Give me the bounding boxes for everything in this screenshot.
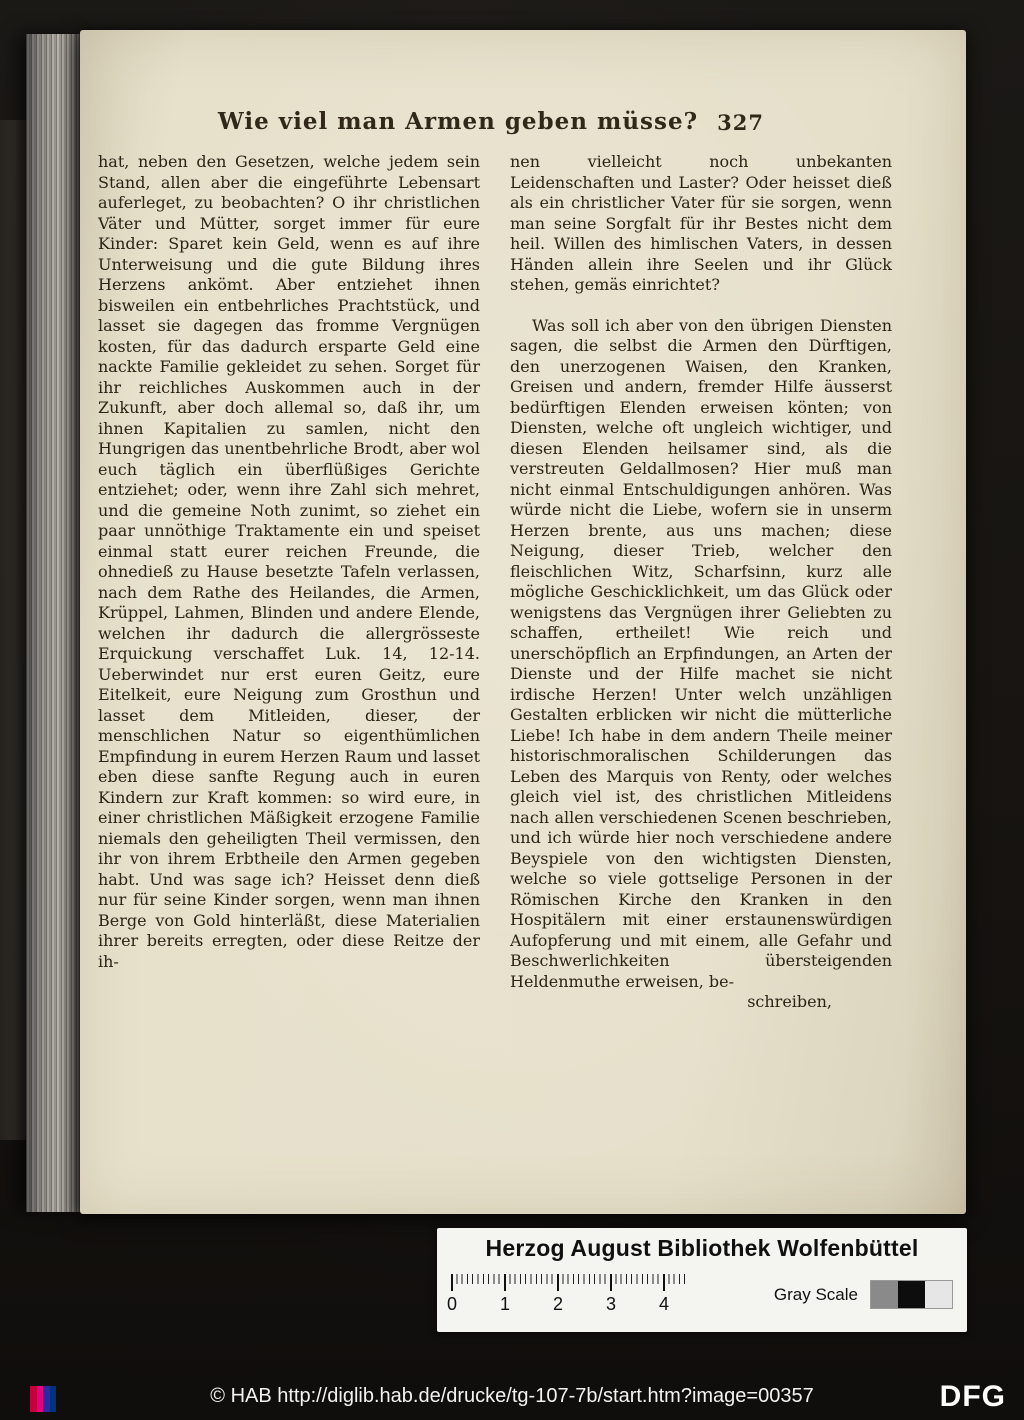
scale-ruler <box>446 1274 699 1320</box>
right-column-paragraph-1: nen vielleicht noch unbekanten Leidenschaften und Laster? Oder heisset dieß als ein christlicher Vater für sie sorgen, wenn man seine Sorgfalt für ihr Bestes nicht dem heil. Willen des himlischen Vaters, in dessen Händen allein ihre Seelen und ihr Glück stehen, gemäs einrichtet? <box>510 152 892 294</box>
library-label-card <box>437 1228 967 1332</box>
left-column-paragraph: hat, neben den Gesetzen, welche jedem sein Stand, allen aber die eingeführte Lebensart auferleget, zu beobachten? O ihr christlichen Väter und Mütter, sorget immer für eure Kinder: Sparet kein Geld, wenn es auf ihre Unterweisung und die gute Bildung ihres Herzens ankömt. Aber entziehet ihnen bisweilen ein entbehrliches Prachtstück, und lasset sie dagegen das fromme Vergnügen kosten, für das dadurch ersparte Geld eine nackte Familie gekleidet zu sehen. Sorget für ihr reichliches Auskommen auch in der Zukunft, aber doch allemal so, daß ihr, um ihnen Kapitalien zu samlen, nicht den Hungrigen das unentbehrliche Brodt, aber wol euch täglich ein überflüßiges Gerichte entziehet; oder, wenn ihre Zahl sich mehret, und die gemeine Noth zunimt, so ziehet ein paar unnöthige Traktamente ein und speiset einmal statt eurer reichen Freunde, die ohnedieß zu Hause besetzte Tafeln verlassen, nach dem Rathe des Heilandes, die Armen, Krüppel, Lahmen, Blinden und andere Elende, welchen ihr dadurch die allergrösseste Erquickung verschaffet Luk. 14, 12-14. Ueberwindet nur erst euren Geitz, eure Eitelkeit, eure Neigung zum Grosthun und lasset dem Mitleiden, dieser, der menschlichen Natur so eigenthümlichen Empfindung in eurem Herzen Raum und lasset eben diese sanfte Regung auch in euren Kindern zur Kraft kommen: so wird eure, in einer christlichen Mäßigkeit erzogene Familie niemals den geheiligten Theil vermissen, den ihr von ihrem Erbtheile den Armen gegeben habt. Und was sage ich? Heisset denn dieß nur für seine Kinder sorgen, wenn man ihnen Berge von Gold hinterläßt, diese Materialien ihrer bereits erregten, oder diese Reitze der ih- <box>98 152 480 971</box>
right-column <box>510 152 892 1013</box>
running-title: Wie viel man Armen geben müsse? <box>217 108 699 135</box>
grayscale-strip <box>774 1280 953 1309</box>
book-page <box>80 30 966 1214</box>
ruler-number: 2 <box>552 1294 563 1314</box>
ruler-major-tick <box>610 1274 612 1291</box>
left-column <box>98 152 480 1013</box>
page-header <box>98 108 892 142</box>
ruler-major-tick <box>451 1274 453 1291</box>
book-fore-edge <box>26 34 80 1212</box>
dfg-logo: DFG <box>939 1380 1006 1413</box>
ruler-major-tick <box>557 1274 559 1291</box>
gray-swatch <box>871 1281 898 1308</box>
opposite-page-edge <box>0 120 26 1140</box>
ruler-minor-ticks <box>451 1274 685 1284</box>
copyright-url: © HAB http://diglib.hab.de/drucke/tg-107-7b/start.htm?image=00357 <box>210 1385 814 1407</box>
white-swatch <box>925 1281 952 1308</box>
catchword: schreiben, <box>747 992 832 1011</box>
ruler-major-tick <box>504 1274 506 1291</box>
page-content <box>98 108 892 1013</box>
right-column-paragraph-2: Was soll ich aber von den übrigen Diensten sagen, die selbst die Armen den Dürftigen, den unerzogenen Waisen, den Kranken, Greisen und andern, fremder Hilfe äusserst bedürftigen Elenden erweisen könten; von Diensten, welche oft ungleich wichtiger, und diesen Elenden heilsamer sind, als die verstreuten Geldallmosen? Hier muß man nicht einmal Entschuldigungen anhören. Was würde nicht die Liebe, wofern sie in unserm Herzen brente, aus uns machen; diese Neigung, dieser Trieb, welcher den fleischlichen Witz, Scharfsinn, kurz alle mögliche Geschicklichkeit, um das Glück oder wenigstens das Vergnügen ihrer Geliebten zu schaffen, ertheilet! Wie reich und unerschöpflich an Erpfindungen, an Arten der Dienste und der Hilfe machet sie nicht irdische Herzen! Unter welch unzähligen Gestalten erblicken wir nicht die mütterliche Liebe! Ich habe in dem andern Theile meiner historischmoralischen Schilderungen das Leben des Marquis von Renty, oder welches gleich viel ist, des christlichen Mitleidens nach allen verschiedenen Scenen beschrieben, und ich würde hier noch verschiedene andere Beyspiele von den wichtigsten Diensten, welche so viele gottselige Personen in der Römischen Kirche den Kranken in den Hospitälern mit einer erstaunenswürdigen Aufopferung und mit einem, alle Gefahr und Beschwerlichkeiten übersteigenden Heldenmuthe erweisen, be- <box>510 315 892 991</box>
black-swatch <box>898 1281 925 1308</box>
grayscale-swatches <box>870 1280 953 1309</box>
ruler-major-tick <box>663 1274 665 1291</box>
library-name: Herzog August Bibliothek Wolfenbüttel <box>485 1235 919 1261</box>
ruler-number: 0 <box>446 1294 457 1314</box>
ruler-number: 4 <box>658 1294 669 1314</box>
text-columns <box>98 152 892 1013</box>
ruler-number: 1 <box>499 1294 510 1314</box>
grayscale-label: Gray Scale <box>773 1284 858 1304</box>
page-number: 327 <box>717 110 764 135</box>
ruler-number: 3 <box>605 1294 616 1314</box>
